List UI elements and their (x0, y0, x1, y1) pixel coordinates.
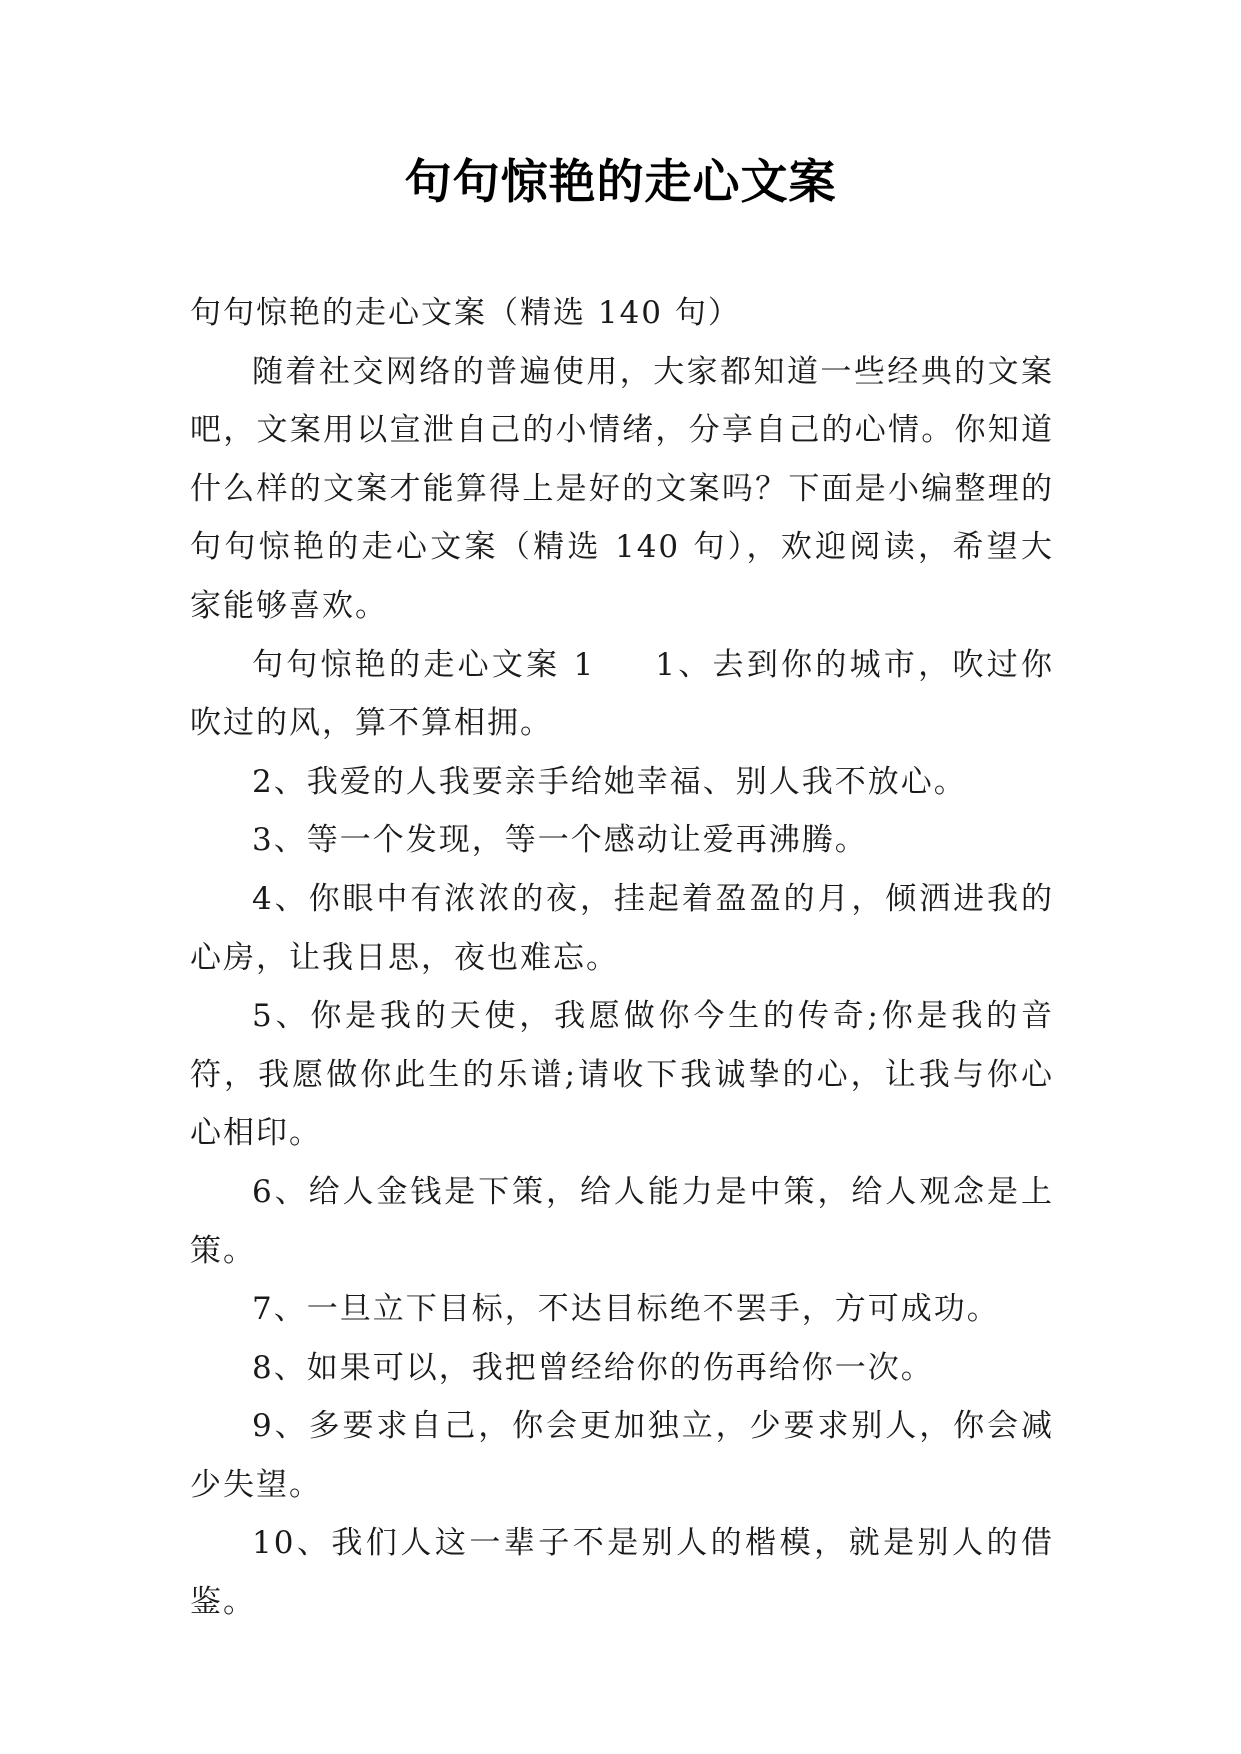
list-item: 5、你是我的天使，我愿做你今生的传奇;你是我的音符，我愿做你此生的乐谱;请收下我诚挚的心，让我与你心心相印。 (190, 998, 1054, 1152)
document-title: 句句惊艳的走心文案 (404, 155, 837, 210)
list-item: 9、多要求自己，你会更加独立，少要求别人，你会减少失望。 (190, 1408, 1054, 1503)
list-item: 10、我们人这一辈子不是别人的楷模，就是别人的借鉴。 (190, 1525, 1054, 1621)
list-item: 8、如果可以，我把曾经给你的伤再给你一次。 (252, 1349, 934, 1386)
list-item: 7、一旦立下目标，不达目标绝不罢手，方可成功。 (252, 1291, 1000, 1328)
list-item: 4、你眼中有浓浓的夜，挂起着盈盈的月，倾洒进我的心房，让我日思，夜也难忘。 (190, 880, 1054, 976)
document-body (190, 284, 1054, 1632)
document-subtitle: 句句惊艳的走心文案（精选 140 句） (190, 295, 741, 331)
list-item: 1、去到你的城市，吹过你吹过的风，算不算相拥。 (190, 646, 1054, 742)
list-item: 3、等一个发现，等一个感动让爱再沸腾。 (252, 822, 868, 859)
intro-paragraph: 随着社交网络的普遍使用，大家都知道一些经典的文案吧，文案用以宣泄自己的小情绪，分享自己的心情。你知道什么样的文案才能算得上是好的文案吗？下面是小编整理的句句惊艳的走心文案（精选 140 句），欢迎阅读，希望大家能够喜欢。 (190, 353, 1054, 624)
section-heading: 句句惊艳的走心文案 1 (252, 646, 596, 683)
list-item: 2、我爱的人我要亲手给她幸福、别人我不放心。 (252, 763, 967, 800)
list-item: 6、给人金钱是下策，给人能力是中策，给人观念是上策。 (190, 1173, 1054, 1269)
section-paragraph (190, 636, 1054, 753)
